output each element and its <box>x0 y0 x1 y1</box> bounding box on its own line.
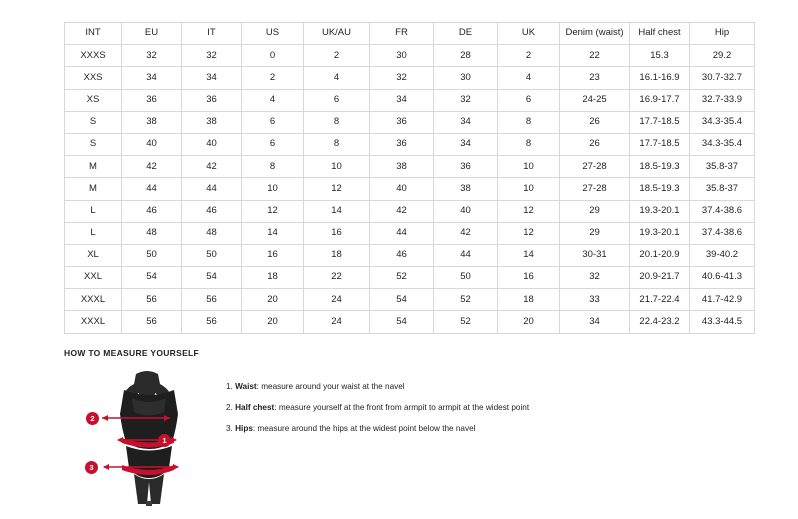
cell-fr: 44 <box>370 222 434 244</box>
column-header-de: DE <box>434 23 498 45</box>
cell-it: 36 <box>182 89 242 111</box>
table-row <box>65 89 755 111</box>
cell-de: 50 <box>434 267 498 289</box>
cell-us: 20 <box>242 311 304 333</box>
cell-half-chest: 20.9-21.7 <box>630 267 690 289</box>
column-header-us: US <box>242 23 304 45</box>
cell-denim-waist: 22 <box>560 45 630 67</box>
cell-denim-waist: 30-31 <box>560 244 630 266</box>
cell-denim-waist: 27-28 <box>560 178 630 200</box>
cell-us: 10 <box>242 178 304 200</box>
cell-half-chest: 19.3-20.1 <box>630 200 690 222</box>
cell-de: 34 <box>434 111 498 133</box>
measure-badge-3: 3 <box>85 461 98 474</box>
cell-uk: 14 <box>498 244 560 266</box>
cell-uk-au: 12 <box>304 178 370 200</box>
cell-int: L <box>65 222 122 244</box>
cell-it: 34 <box>182 67 242 89</box>
cell-us: 2 <box>242 67 304 89</box>
cell-int: M <box>65 178 122 200</box>
cell-uk-au: 18 <box>304 244 370 266</box>
table-body <box>65 45 755 333</box>
cell-denim-waist: 23 <box>560 67 630 89</box>
cell-fr: 38 <box>370 156 434 178</box>
cell-hip: 34.3-35.4 <box>690 111 755 133</box>
mannequin-figure <box>84 368 214 508</box>
table-row <box>65 156 755 178</box>
instruction-text: : measure yourself at the front from armpit to armpit at the widest point <box>274 402 530 412</box>
cell-int: XXXL <box>65 311 122 333</box>
measure-instructions-list <box>226 368 529 445</box>
measure-badge-1: 1 <box>158 434 171 447</box>
cell-fr: 52 <box>370 267 434 289</box>
cell-fr: 54 <box>370 289 434 311</box>
cell-fr: 42 <box>370 200 434 222</box>
cell-fr: 54 <box>370 311 434 333</box>
table-row <box>65 267 755 289</box>
measure-badge-2: 2 <box>86 412 99 425</box>
cell-fr: 34 <box>370 89 434 111</box>
cell-half-chest: 15.3 <box>630 45 690 67</box>
cell-denim-waist: 33 <box>560 289 630 311</box>
cell-uk: 4 <box>498 67 560 89</box>
cell-uk-au: 4 <box>304 67 370 89</box>
cell-eu: 56 <box>122 289 182 311</box>
cell-uk-au: 24 <box>304 289 370 311</box>
cell-us: 0 <box>242 45 304 67</box>
cell-hip: 37.4-38.6 <box>690 222 755 244</box>
cell-hip: 34.3-35.4 <box>690 133 755 155</box>
cell-hip: 40.6-41.3 <box>690 267 755 289</box>
instruction-text: : measure around your waist at the navel <box>256 382 405 391</box>
size-chart-table <box>64 22 755 334</box>
cell-eu: 44 <box>122 178 182 200</box>
cell-de: 28 <box>434 45 498 67</box>
cell-it: 54 <box>182 267 242 289</box>
cell-uk: 8 <box>498 133 560 155</box>
cell-hip: 35.8-37 <box>690 156 755 178</box>
cell-int: S <box>65 133 122 155</box>
column-header-uk: UK <box>498 23 560 45</box>
cell-denim-waist: 26 <box>560 111 630 133</box>
cell-half-chest: 16.1-16.9 <box>630 67 690 89</box>
cell-us: 20 <box>242 289 304 311</box>
cell-uk: 6 <box>498 89 560 111</box>
cell-de: 52 <box>434 289 498 311</box>
cell-us: 6 <box>242 133 304 155</box>
cell-fr: 46 <box>370 244 434 266</box>
table-row <box>65 222 755 244</box>
cell-de: 34 <box>434 133 498 155</box>
cell-hip: 37.4-38.6 <box>690 200 755 222</box>
cell-uk-au: 22 <box>304 267 370 289</box>
cell-de: 38 <box>434 178 498 200</box>
cell-half-chest: 17.7-18.5 <box>630 133 690 155</box>
cell-half-chest: 17.7-18.5 <box>630 111 690 133</box>
how-to-measure-body <box>64 368 744 508</box>
cell-us: 8 <box>242 156 304 178</box>
cell-denim-waist: 24-25 <box>560 89 630 111</box>
cell-uk-au: 8 <box>304 111 370 133</box>
cell-it: 56 <box>182 289 242 311</box>
cell-it: 38 <box>182 111 242 133</box>
column-header-fr: FR <box>370 23 434 45</box>
cell-eu: 54 <box>122 267 182 289</box>
cell-denim-waist: 29 <box>560 200 630 222</box>
table-row <box>65 45 755 67</box>
cell-hip: 32.7-33.9 <box>690 89 755 111</box>
measure-instruction-hips <box>226 424 529 434</box>
cell-eu: 38 <box>122 111 182 133</box>
instruction-number: 3. <box>226 423 233 433</box>
cell-us: 14 <box>242 222 304 244</box>
cell-uk-au: 6 <box>304 89 370 111</box>
column-header-uk-au: UK/AU <box>304 23 370 45</box>
measure-instruction-waist <box>226 382 529 392</box>
cell-it: 32 <box>182 45 242 67</box>
cell-half-chest: 18.5-19.3 <box>630 178 690 200</box>
cell-int: XXXL <box>65 289 122 311</box>
table-row <box>65 244 755 266</box>
cell-us: 12 <box>242 200 304 222</box>
cell-denim-waist: 27-28 <box>560 156 630 178</box>
cell-uk-au: 14 <box>304 200 370 222</box>
column-header-hip: Hip <box>690 23 755 45</box>
cell-de: 44 <box>434 244 498 266</box>
cell-eu: 48 <box>122 222 182 244</box>
cell-it: 50 <box>182 244 242 266</box>
instruction-term: Half chest <box>235 402 275 412</box>
cell-uk: 18 <box>498 289 560 311</box>
cell-uk: 10 <box>498 156 560 178</box>
cell-uk-au: 10 <box>304 156 370 178</box>
cell-de: 30 <box>434 67 498 89</box>
table-row <box>65 311 755 333</box>
cell-uk-au: 8 <box>304 133 370 155</box>
cell-half-chest: 16.9-17.7 <box>630 89 690 111</box>
table-row <box>65 200 755 222</box>
how-to-measure-title: HOW TO MEASURE YOURSELF <box>64 348 200 358</box>
cell-fr: 36 <box>370 111 434 133</box>
measure-instruction-half-chest <box>226 403 529 413</box>
cell-it: 48 <box>182 222 242 244</box>
cell-int: XXS <box>65 67 122 89</box>
cell-fr: 40 <box>370 178 434 200</box>
cell-us: 18 <box>242 267 304 289</box>
cell-uk: 2 <box>498 45 560 67</box>
instruction-number: 1. <box>226 382 233 391</box>
cell-it: 44 <box>182 178 242 200</box>
cell-uk-au: 16 <box>304 222 370 244</box>
cell-de: 32 <box>434 89 498 111</box>
cell-it: 40 <box>182 133 242 155</box>
cell-int: L <box>65 200 122 222</box>
cell-uk: 12 <box>498 200 560 222</box>
instruction-term: Waist <box>235 382 257 391</box>
cell-half-chest: 20.1-20.9 <box>630 244 690 266</box>
cell-eu: 32 <box>122 45 182 67</box>
cell-int: S <box>65 111 122 133</box>
cell-it: 46 <box>182 200 242 222</box>
cell-uk-au: 2 <box>304 45 370 67</box>
cell-denim-waist: 29 <box>560 222 630 244</box>
cell-de: 40 <box>434 200 498 222</box>
cell-half-chest: 22.4-23.2 <box>630 311 690 333</box>
cell-uk: 10 <box>498 178 560 200</box>
cell-int: XS <box>65 89 122 111</box>
how-to-measure-section <box>64 348 744 508</box>
cell-denim-waist: 32 <box>560 267 630 289</box>
cell-de: 36 <box>434 156 498 178</box>
cell-fr: 30 <box>370 45 434 67</box>
column-header-denim-waist: Denim (waist) <box>560 23 630 45</box>
cell-hip: 41.7-42.9 <box>690 289 755 311</box>
cell-int: XXXS <box>65 45 122 67</box>
table-row <box>65 111 755 133</box>
cell-de: 52 <box>434 311 498 333</box>
cell-denim-waist: 26 <box>560 133 630 155</box>
table-row <box>65 133 755 155</box>
table-row <box>65 67 755 89</box>
cell-fr: 36 <box>370 133 434 155</box>
column-header-int: INT <box>65 23 122 45</box>
cell-hip: 29.2 <box>690 45 755 67</box>
cell-hip: 39-40.2 <box>690 244 755 266</box>
cell-hip: 30.7-32.7 <box>690 67 755 89</box>
column-header-half-chest: Half chest <box>630 23 690 45</box>
cell-eu: 46 <box>122 200 182 222</box>
mannequin-illustration-icon <box>84 368 214 508</box>
cell-int: M <box>65 156 122 178</box>
cell-hip: 35.8-37 <box>690 178 755 200</box>
table-row <box>65 178 755 200</box>
cell-half-chest: 21.7-22.4 <box>630 289 690 311</box>
cell-uk-au: 24 <box>304 311 370 333</box>
cell-us: 4 <box>242 89 304 111</box>
cell-uk: 8 <box>498 111 560 133</box>
cell-half-chest: 18.5-19.3 <box>630 156 690 178</box>
table-header-row <box>65 23 755 45</box>
instruction-text: : measure around the hips at the widest point below the navel <box>252 423 476 433</box>
cell-denim-waist: 34 <box>560 311 630 333</box>
cell-int: XXL <box>65 267 122 289</box>
cell-uk: 12 <box>498 222 560 244</box>
cell-half-chest: 19.3-20.1 <box>630 222 690 244</box>
cell-eu: 40 <box>122 133 182 155</box>
cell-us: 16 <box>242 244 304 266</box>
cell-hip: 43.3-44.5 <box>690 311 755 333</box>
cell-int: XL <box>65 244 122 266</box>
column-header-eu: EU <box>122 23 182 45</box>
table-row <box>65 289 755 311</box>
cell-eu: 34 <box>122 67 182 89</box>
cell-it: 56 <box>182 311 242 333</box>
cell-eu: 56 <box>122 311 182 333</box>
instruction-number: 2. <box>226 402 233 412</box>
cell-eu: 36 <box>122 89 182 111</box>
cell-eu: 42 <box>122 156 182 178</box>
cell-fr: 32 <box>370 67 434 89</box>
cell-uk: 20 <box>498 311 560 333</box>
cell-uk: 16 <box>498 267 560 289</box>
column-header-it: IT <box>182 23 242 45</box>
cell-de: 42 <box>434 222 498 244</box>
cell-it: 42 <box>182 156 242 178</box>
cell-us: 6 <box>242 111 304 133</box>
instruction-term: Hips <box>235 423 253 433</box>
size-table-container <box>64 22 743 334</box>
cell-eu: 50 <box>122 244 182 266</box>
